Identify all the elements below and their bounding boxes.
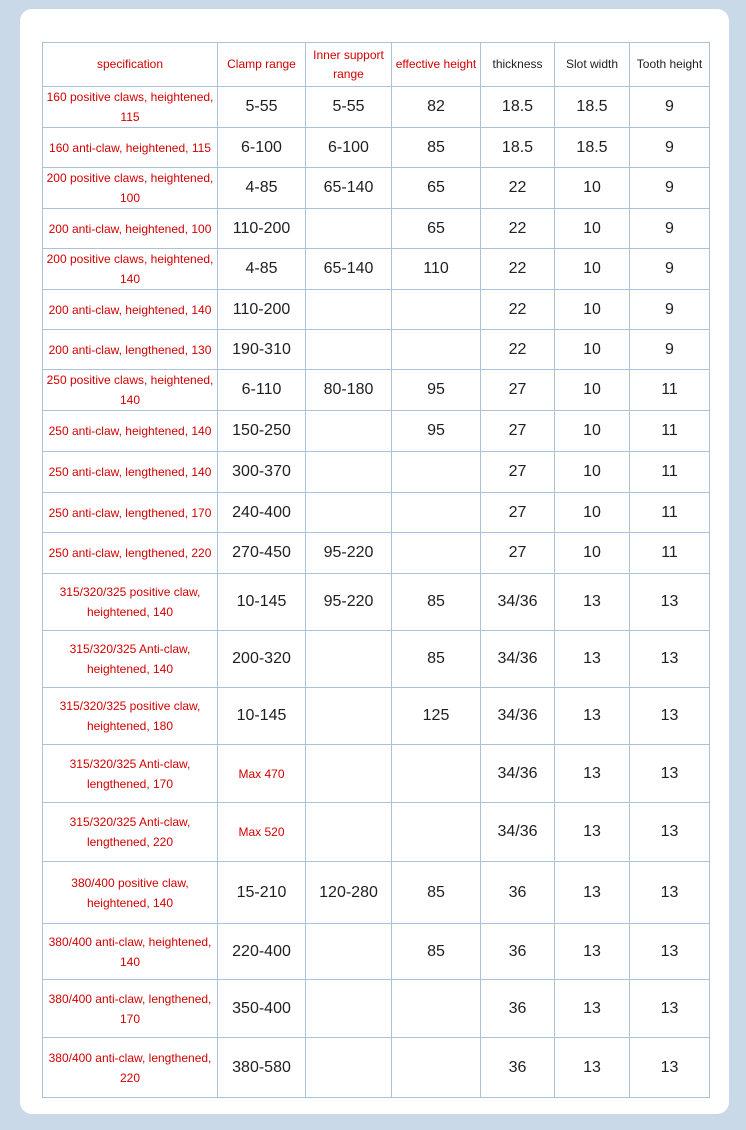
header-specification: specification <box>43 43 218 87</box>
cell-slot-width: 18.5 <box>555 128 630 168</box>
spec-table <box>42 42 710 1098</box>
cell-tooth-height: 13 <box>630 980 710 1038</box>
cell-slot-width: 13 <box>555 1038 630 1098</box>
header-inner-support-range: Inner support range <box>306 43 392 87</box>
cell-tooth-height: 13 <box>630 862 710 924</box>
cell-slot-width: 13 <box>555 745 630 803</box>
cell-thickness: 22 <box>481 330 555 370</box>
table-row <box>43 168 710 209</box>
cell-inner-support-range <box>306 493 392 533</box>
cell-clamp-range: 300-370 <box>218 452 306 493</box>
cell-tooth-height: 9 <box>630 209 710 249</box>
cell-slot-width: 10 <box>555 209 630 249</box>
cell-clamp-range: 380-580 <box>218 1038 306 1098</box>
cell-specification: 200 anti-claw, lengthened, 130 <box>43 330 218 370</box>
cell-specification: 315/320/325 Anti-claw, lengthened, 170 <box>43 745 218 803</box>
cell-effective-height: 85 <box>392 574 481 631</box>
cell-slot-width: 10 <box>555 168 630 209</box>
cell-slot-width: 10 <box>555 370 630 411</box>
cell-inner-support-range: 65-140 <box>306 168 392 209</box>
cell-tooth-height: 9 <box>630 249 710 290</box>
cell-thickness: 36 <box>481 862 555 924</box>
cell-specification: 380/400 anti-claw, lengthened, 170 <box>43 980 218 1038</box>
cell-inner-support-range <box>306 330 392 370</box>
table-row <box>43 1038 710 1098</box>
cell-clamp-range: 4-85 <box>218 168 306 209</box>
header-tooth-height: Tooth height <box>630 43 710 87</box>
cell-tooth-height: 11 <box>630 411 710 452</box>
table-row <box>43 411 710 452</box>
cell-thickness: 27 <box>481 452 555 493</box>
header-slot-width: Slot width <box>555 43 630 87</box>
cell-effective-height <box>392 745 481 803</box>
cell-clamp-range: 6-110 <box>218 370 306 411</box>
cell-thickness: 34/36 <box>481 574 555 631</box>
table-row <box>43 128 710 168</box>
cell-inner-support-range <box>306 1038 392 1098</box>
cell-thickness: 18.5 <box>481 87 555 128</box>
cell-specification: 160 positive claws, heightened, 115 <box>43 87 218 128</box>
cell-effective-height <box>392 533 481 574</box>
table-row <box>43 803 710 862</box>
cell-effective-height: 95 <box>392 411 481 452</box>
cell-slot-width: 10 <box>555 411 630 452</box>
cell-effective-height <box>392 1038 481 1098</box>
cell-tooth-height: 13 <box>630 1038 710 1098</box>
cell-slot-width: 10 <box>555 330 630 370</box>
cell-clamp-range: 15-210 <box>218 862 306 924</box>
cell-effective-height <box>392 493 481 533</box>
table-row <box>43 980 710 1038</box>
cell-slot-width: 13 <box>555 574 630 631</box>
cell-clamp-range: 4-85 <box>218 249 306 290</box>
cell-tooth-height: 9 <box>630 330 710 370</box>
table-row <box>43 533 710 574</box>
table-row <box>43 493 710 533</box>
cell-tooth-height: 13 <box>630 631 710 688</box>
cell-effective-height: 65 <box>392 168 481 209</box>
cell-inner-support-range <box>306 803 392 862</box>
cell-clamp-range: 110-200 <box>218 290 306 330</box>
cell-tooth-height: 11 <box>630 452 710 493</box>
cell-tooth-height: 9 <box>630 168 710 209</box>
table-row <box>43 631 710 688</box>
cell-specification: 380/400 anti-claw, heightened, 140 <box>43 924 218 980</box>
cell-slot-width: 18.5 <box>555 87 630 128</box>
cell-slot-width: 10 <box>555 493 630 533</box>
cell-inner-support-range: 95-220 <box>306 533 392 574</box>
cell-tooth-height: 13 <box>630 745 710 803</box>
cell-thickness: 27 <box>481 493 555 533</box>
cell-thickness: 36 <box>481 924 555 980</box>
cell-inner-support-range <box>306 688 392 745</box>
cell-effective-height <box>392 452 481 493</box>
cell-thickness: 36 <box>481 1038 555 1098</box>
cell-clamp-range: Max 470 <box>218 745 306 803</box>
cell-clamp-range: 6-100 <box>218 128 306 168</box>
cell-thickness: 18.5 <box>481 128 555 168</box>
cell-effective-height: 85 <box>392 924 481 980</box>
cell-specification: 250 anti-claw, lengthened, 170 <box>43 493 218 533</box>
cell-inner-support-range <box>306 631 392 688</box>
cell-clamp-range: 110-200 <box>218 209 306 249</box>
cell-slot-width: 10 <box>555 533 630 574</box>
table-row <box>43 688 710 745</box>
cell-effective-height: 110 <box>392 249 481 290</box>
cell-thickness: 27 <box>481 411 555 452</box>
cell-clamp-range: 220-400 <box>218 924 306 980</box>
cell-slot-width: 13 <box>555 803 630 862</box>
cell-clamp-range: 5-55 <box>218 87 306 128</box>
cell-inner-support-range: 5-55 <box>306 87 392 128</box>
cell-specification: 200 anti-claw, heightened, 140 <box>43 290 218 330</box>
table-row <box>43 249 710 290</box>
cell-effective-height: 85 <box>392 862 481 924</box>
cell-inner-support-range <box>306 209 392 249</box>
cell-thickness: 22 <box>481 290 555 330</box>
cell-inner-support-range <box>306 452 392 493</box>
cell-specification: 250 anti-claw, lengthened, 220 <box>43 533 218 574</box>
cell-effective-height: 85 <box>392 631 481 688</box>
cell-slot-width: 13 <box>555 924 630 980</box>
cell-specification: 250 anti-claw, heightened, 140 <box>43 411 218 452</box>
header-clamp-range: Clamp range <box>218 43 306 87</box>
cell-specification: 315/320/325 Anti-claw, heightened, 140 <box>43 631 218 688</box>
cell-thickness: 22 <box>481 249 555 290</box>
cell-thickness: 34/36 <box>481 745 555 803</box>
cell-tooth-height: 9 <box>630 128 710 168</box>
header-row <box>43 43 710 87</box>
header-effective-height: effective height <box>392 43 481 87</box>
cell-thickness: 34/36 <box>481 803 555 862</box>
cell-thickness: 27 <box>481 533 555 574</box>
cell-specification: 200 anti-claw, heightened, 100 <box>43 209 218 249</box>
cell-effective-height: 95 <box>392 370 481 411</box>
table-row <box>43 745 710 803</box>
cell-effective-height <box>392 803 481 862</box>
cell-clamp-range: 150-250 <box>218 411 306 452</box>
cell-specification: 200 positive claws, heightened, 140 <box>43 249 218 290</box>
cell-effective-height: 85 <box>392 128 481 168</box>
cell-effective-height: 82 <box>392 87 481 128</box>
cell-tooth-height: 13 <box>630 803 710 862</box>
cell-specification: 315/320/325 Anti-claw, lengthened, 220 <box>43 803 218 862</box>
cell-inner-support-range <box>306 980 392 1038</box>
cell-inner-support-range <box>306 924 392 980</box>
cell-specification: 315/320/325 positive claw, heightened, 140 <box>43 574 218 631</box>
table-row <box>43 574 710 631</box>
cell-thickness: 34/36 <box>481 631 555 688</box>
cell-clamp-range: Max 520 <box>218 803 306 862</box>
cell-tooth-height: 11 <box>630 493 710 533</box>
table-row <box>43 452 710 493</box>
cell-inner-support-range <box>306 411 392 452</box>
cell-effective-height <box>392 330 481 370</box>
cell-tooth-height: 13 <box>630 574 710 631</box>
cell-specification: 160 anti-claw, heightened, 115 <box>43 128 218 168</box>
cell-specification: 250 anti-claw, lengthened, 140 <box>43 452 218 493</box>
table-row <box>43 87 710 128</box>
cell-specification: 315/320/325 positive claw, heightened, 180 <box>43 688 218 745</box>
cell-specification: 380/400 anti-claw, lengthened, 220 <box>43 1038 218 1098</box>
cell-clamp-range: 10-145 <box>218 688 306 745</box>
cell-slot-width: 10 <box>555 452 630 493</box>
cell-tooth-height: 11 <box>630 533 710 574</box>
cell-slot-width: 13 <box>555 862 630 924</box>
table-row <box>43 290 710 330</box>
cell-tooth-height: 13 <box>630 924 710 980</box>
cell-slot-width: 13 <box>555 688 630 745</box>
cell-clamp-range: 10-145 <box>218 574 306 631</box>
cell-inner-support-range <box>306 745 392 803</box>
cell-effective-height <box>392 980 481 1038</box>
cell-inner-support-range: 65-140 <box>306 249 392 290</box>
cell-clamp-range: 200-320 <box>218 631 306 688</box>
cell-inner-support-range <box>306 290 392 330</box>
cell-thickness: 22 <box>481 209 555 249</box>
cell-clamp-range: 350-400 <box>218 980 306 1038</box>
cell-inner-support-range: 95-220 <box>306 574 392 631</box>
table-row <box>43 330 710 370</box>
cell-specification: 380/400 positive claw, heightened, 140 <box>43 862 218 924</box>
cell-inner-support-range: 6-100 <box>306 128 392 168</box>
cell-tooth-height: 9 <box>630 290 710 330</box>
cell-inner-support-range: 80-180 <box>306 370 392 411</box>
cell-clamp-range: 190-310 <box>218 330 306 370</box>
table-row <box>43 924 710 980</box>
table-row <box>43 862 710 924</box>
cell-clamp-range: 240-400 <box>218 493 306 533</box>
cell-tooth-height: 11 <box>630 370 710 411</box>
cell-specification: 200 positive claws, heightened, 100 <box>43 168 218 209</box>
header-thickness: thickness <box>481 43 555 87</box>
cell-slot-width: 10 <box>555 249 630 290</box>
cell-slot-width: 13 <box>555 980 630 1038</box>
cell-specification: 250 positive claws, heightened, 140 <box>43 370 218 411</box>
cell-tooth-height: 9 <box>630 87 710 128</box>
table-row <box>43 209 710 249</box>
cell-slot-width: 10 <box>555 290 630 330</box>
table-row <box>43 370 710 411</box>
cell-thickness: 34/36 <box>481 688 555 745</box>
cell-effective-height: 125 <box>392 688 481 745</box>
cell-thickness: 22 <box>481 168 555 209</box>
cell-thickness: 27 <box>481 370 555 411</box>
cell-inner-support-range: 120-280 <box>306 862 392 924</box>
cell-slot-width: 13 <box>555 631 630 688</box>
cell-clamp-range: 270-450 <box>218 533 306 574</box>
cell-tooth-height: 13 <box>630 688 710 745</box>
cell-effective-height: 65 <box>392 209 481 249</box>
cell-effective-height <box>392 290 481 330</box>
cell-thickness: 36 <box>481 980 555 1038</box>
